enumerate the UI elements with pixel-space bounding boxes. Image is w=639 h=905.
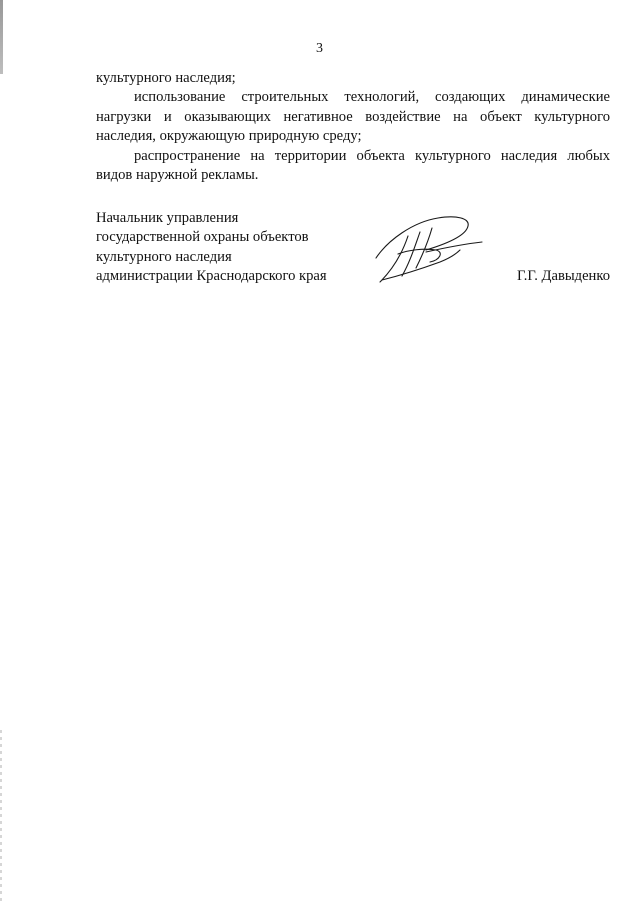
signature-stroke bbox=[398, 249, 440, 262]
position-line: культурного наследия bbox=[96, 248, 232, 265]
signature-stroke bbox=[380, 236, 408, 282]
handwritten-signature bbox=[368, 210, 486, 290]
signatory-name: Г.Г. Давыденко bbox=[516, 268, 610, 284]
body-paragraph: использование строительных технологий, создающих динамические нагрузки и оказывающих негативное воздействие на объект культурного наследия, окружающую природную среду; bbox=[96, 89, 610, 145]
signature-stroke bbox=[376, 217, 468, 258]
position-line: администрации Краснодарского края bbox=[96, 268, 327, 285]
page-number: 3 bbox=[316, 41, 323, 56]
scan-edge-mark bbox=[0, 0, 3, 74]
position-line: государственной охраны объектов bbox=[96, 229, 309, 246]
document-body bbox=[96, 69, 610, 185]
signatory-position bbox=[96, 209, 327, 287]
body-paragraph: распространение на территории объекта культурного наследия любых видов наружной рекламы. bbox=[96, 147, 610, 184]
scan-edge-dots bbox=[0, 730, 2, 905]
body-paragraph: культурного наследия; bbox=[96, 70, 236, 86]
position-line: Начальник управления bbox=[96, 210, 239, 226]
